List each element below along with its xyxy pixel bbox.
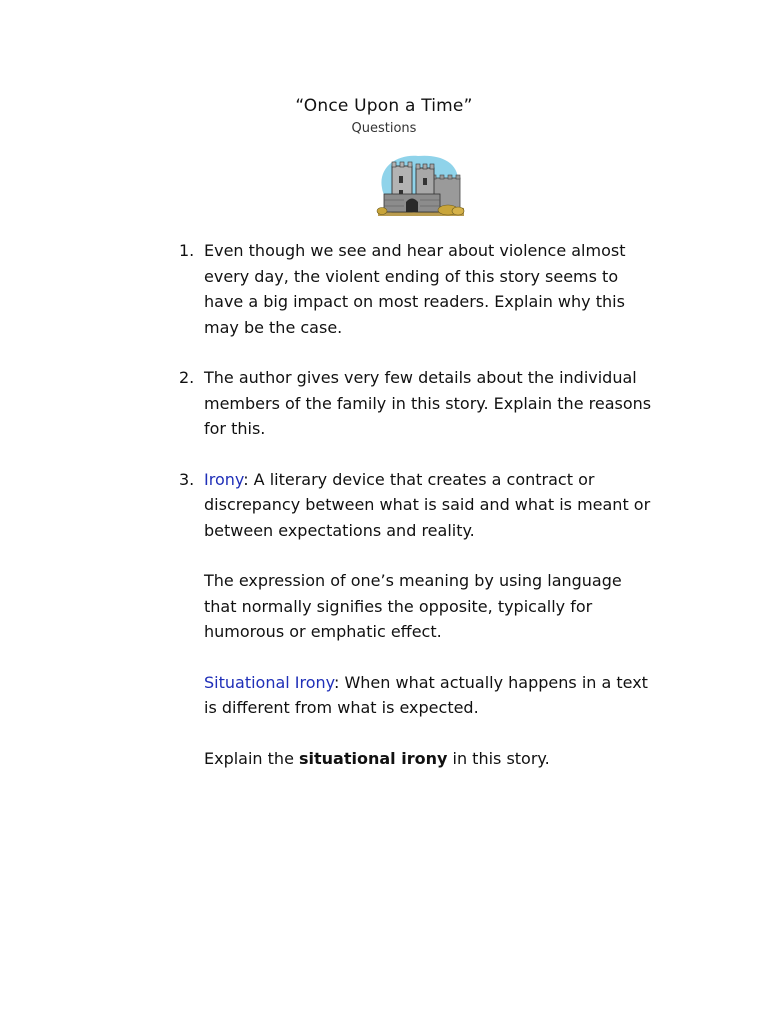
irony-definition-text: : A literary device that creates a contract or discrepancy between what is said and what is meant or between expectations and reality. [204, 469, 651, 540]
page-subtitle: Questions [351, 121, 417, 136]
question-list [179, 238, 659, 796]
question-item [179, 238, 659, 340]
question-number: 3. [179, 469, 195, 489]
question-item [179, 365, 659, 442]
situational-irony-term: Situational Irony [204, 672, 334, 692]
explain-bold-term: situational irony [299, 748, 448, 768]
question-text: The author gives very few details about the individual members of the family in this story. Explain the reasons for this. [204, 368, 652, 438]
question-number: 1. [179, 241, 195, 260]
irony-definition [204, 467, 659, 544]
page-title: “Once Upon a Time” [295, 96, 473, 116]
explain-suffix: in this story. [447, 748, 550, 768]
explain-prefix: Explain the [204, 748, 299, 768]
irony-term: Irony [204, 469, 244, 489]
situational-irony-definition [204, 670, 659, 721]
situational-irony-text: : When what actually happens in a text is different from what is expected. [204, 672, 648, 717]
question-item [179, 467, 659, 772]
question-text: Even though we see and hear about violence almost every day, the violent ending of this story seems to have a big impact on most readers. Explain why this may be the case. [204, 241, 626, 337]
question-number: 2. [179, 368, 195, 387]
irony-expression: The expression of one’s meaning by using language that normally signifies the opposite, typically for humorous or emphatic effect. [204, 571, 622, 641]
castle-icon [374, 148, 466, 220]
explain-prompt [204, 746, 659, 772]
